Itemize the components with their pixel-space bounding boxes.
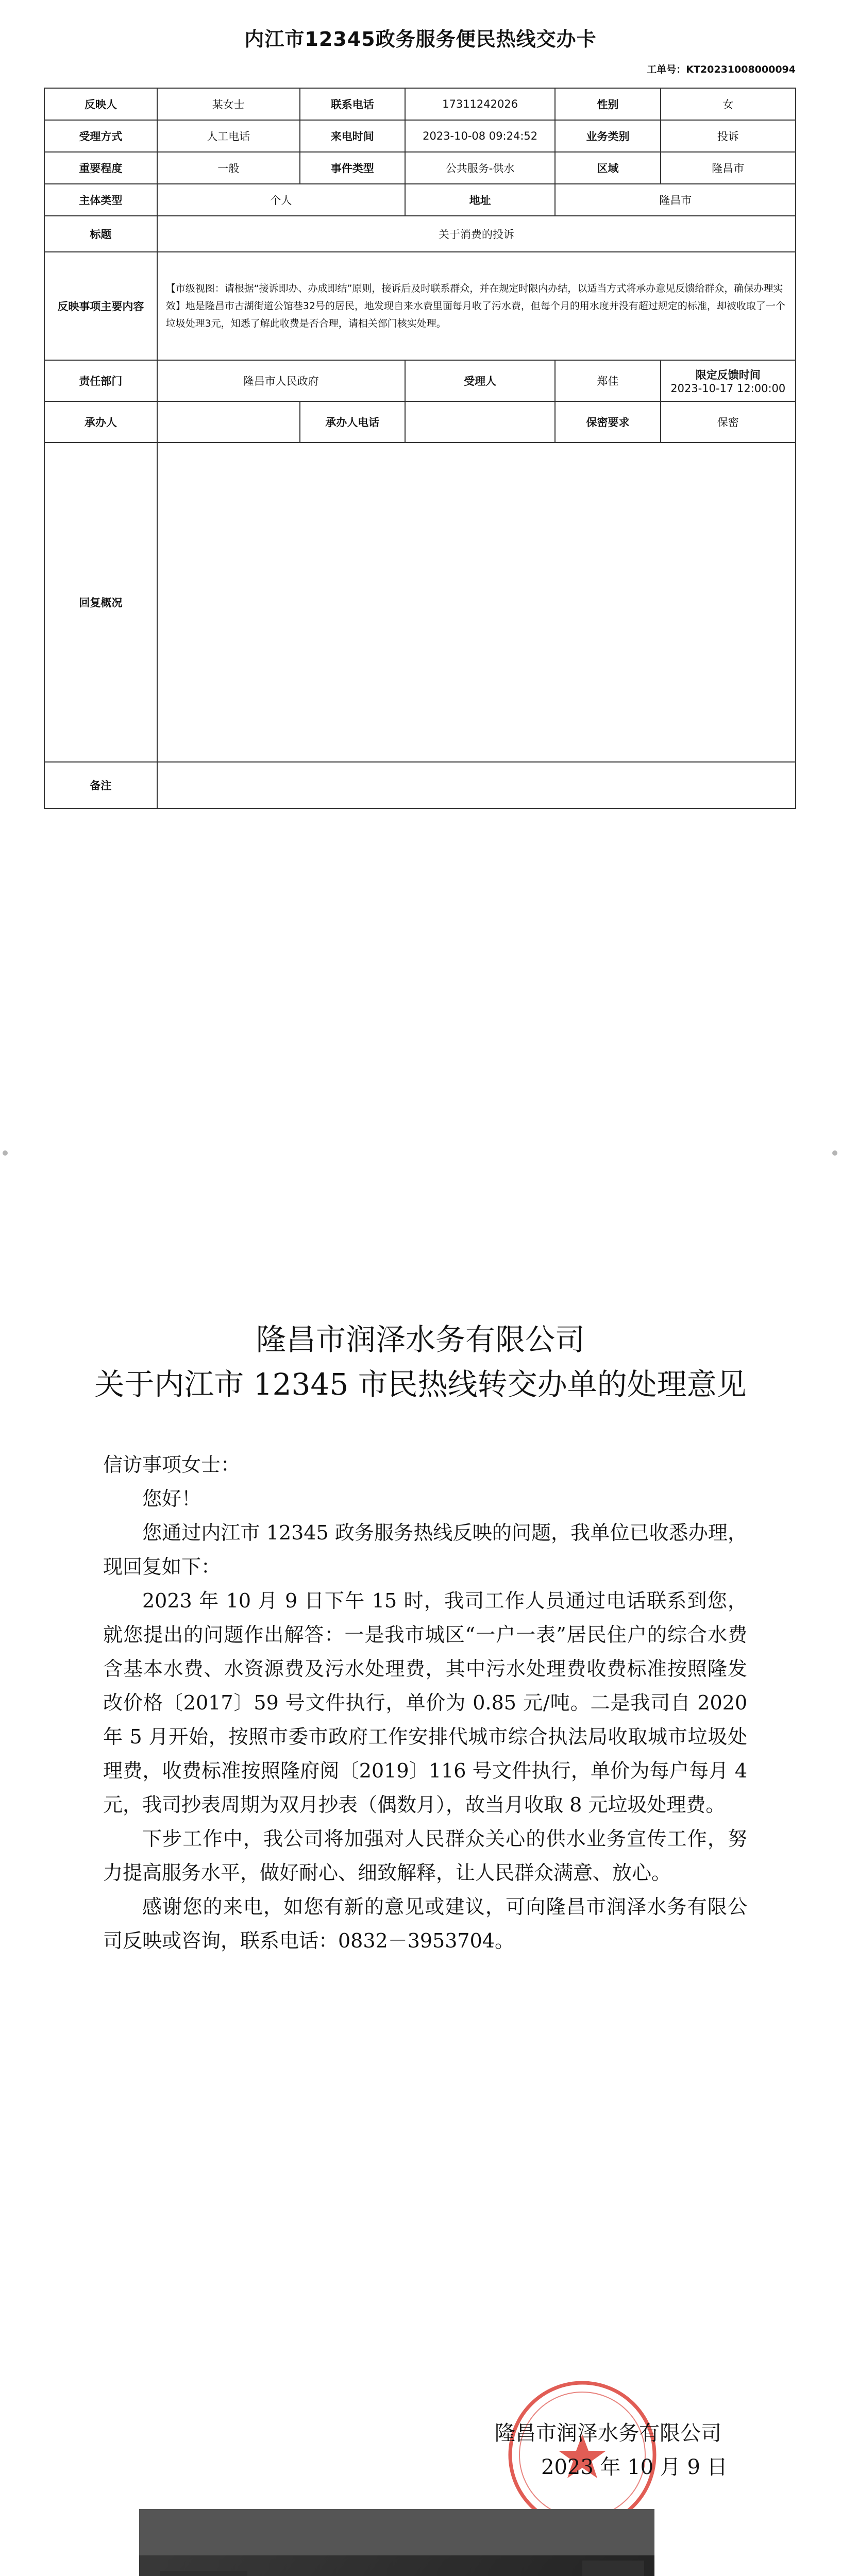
value-importance: 一般 [157, 152, 300, 184]
label-undertaker: 承办人 [44, 401, 157, 443]
label-handler: 受理人 [405, 360, 556, 401]
value-dept: 隆昌市人民政府 [157, 360, 405, 401]
value-deadline: 2023-10-17 12:00:00 [670, 382, 786, 395]
letter-greeting: 您好！ [142, 1487, 201, 1510]
letter-body [103, 1448, 747, 1958]
page-edge-mark [3, 1150, 8, 1156]
label-deadline: 限定反馈时间 [695, 369, 761, 381]
page-edge-mark [832, 1150, 837, 1156]
value-region: 隆昌市 [661, 152, 796, 184]
value-method: 人工电话 [157, 120, 300, 152]
value-remarks [157, 762, 796, 808]
label-reporter: 反映人 [44, 88, 157, 120]
letter-signature [495, 2416, 728, 2484]
value-secrecy: 保密 [661, 401, 796, 443]
letter-company: 隆昌市润泽水务有限公司 [256, 1322, 585, 1357]
value-undertaker [157, 401, 300, 443]
label-subject-type: 主体类型 [44, 184, 157, 216]
label-call-time: 来电时间 [300, 120, 405, 152]
label-dept: 责任部门 [44, 360, 157, 401]
label-phone: 联系电话 [300, 88, 405, 120]
photo-background [139, 2509, 654, 2576]
telephone-photo [139, 2509, 654, 2576]
label-event-type: 事件类型 [300, 152, 405, 184]
value-reporter: 某女士 [157, 88, 300, 120]
letter-paragraph-2: 2023 年 10 月 9 日下午 15 时，我司工作人员通过电话联系到您，就您提出的问题作出解答：一是我市城区“一户一表”居民住户的综合水费含基本水费、水资源费及污水处理费，其中污水处理费收费标准按照隆发改价格〔2017〕59 号文件执行，单价为 0.85 元/吨。二是我司自 2020 年 5 月开始，按照市委市政府工作安排代城市综合执法局收取城市垃圾处理费，收费标准按照隆府阅〔2019〕116 号文件执行，单价为每户每月 4 元，我司抄表周期为双月抄表（偶数月），故当月收取 8 元垃圾处理费。 [103, 1589, 747, 1816]
letter-salutation: 信访事项女士： [103, 1453, 241, 1476]
label-method: 受理方式 [44, 120, 157, 152]
ticket-number: 工单号：KT20231008000094 [647, 64, 796, 75]
value-content: 【市级视图：请根据“接诉即办、办成即结”原则，接诉后及时联系群众，并在规定时限内办结，以适当方式将承办意见反馈给群众，确保办理实效】地是隆昌市古湖街道公馆巷32号的居民，地发现自来水费里面每月收了污水费，但每个月的用水度并没有超过规定的标准，却被收取了一个垃圾处理3元，知悉了解此收费是否合理，请相关部门核实处理。 [157, 252, 796, 360]
letter-paragraph-3: 下步工作中，我公司将加强对人民群众关心的供水业务宣传工作，努力提高服务水平，做好耐心、细致解释，让人民群众满意、放心。 [103, 1827, 747, 1884]
deadline-cell [661, 360, 796, 401]
value-reply [157, 443, 796, 762]
value-address: 隆昌市 [555, 184, 796, 216]
value-topic: 关于消费的投诉 [157, 216, 796, 252]
label-address: 地址 [405, 184, 556, 216]
label-gender: 性别 [555, 88, 660, 120]
value-call-time: 2023-10-08 09:24:52 [405, 120, 556, 152]
signature-date: 2023 年 10 月 9 日 [541, 2455, 728, 2479]
value-gender: 女 [661, 88, 796, 120]
letter-paragraph-1: 您通过内江市 12345 政务服务热线反映的问题，我单位已收悉办理，现回复如下： [103, 1521, 747, 1578]
form-table [44, 88, 796, 809]
label-content: 反映事项主要内容 [44, 252, 157, 360]
label-category: 业务类别 [555, 120, 660, 152]
value-undertaker-phone [405, 401, 556, 443]
value-handler: 郑佳 [555, 360, 660, 401]
label-reply: 回复概况 [44, 443, 157, 762]
letter-paragraph-4: 感谢您的来电，如您有新的意见或建议，可向隆昌市润泽水务有限公司反映或咨询，联系电话：0832－3953704。 [103, 1895, 747, 1952]
value-category: 投诉 [661, 120, 796, 152]
label-importance: 重要程度 [44, 152, 157, 184]
label-topic: 标题 [44, 216, 157, 252]
form-page [0, 0, 841, 1162]
label-region: 区域 [555, 152, 660, 184]
signature-organization: 隆昌市润泽水务有限公司 [495, 2421, 721, 2445]
form-title: 内江市12345政务服务便民热线交办卡 [244, 28, 597, 50]
value-event-type: 公共服务-供水 [405, 152, 556, 184]
value-phone: 17311242026 [405, 88, 556, 120]
letter-title: 关于内江市 12345 市民热线转交办单的处理意见 [94, 1367, 747, 1402]
letter-page [0, 1162, 841, 2576]
label-undertaker-phone: 承办人电话 [300, 401, 405, 443]
value-subject-type: 个人 [157, 184, 405, 216]
label-remarks: 备注 [44, 762, 157, 808]
label-secrecy: 保密要求 [555, 401, 660, 443]
